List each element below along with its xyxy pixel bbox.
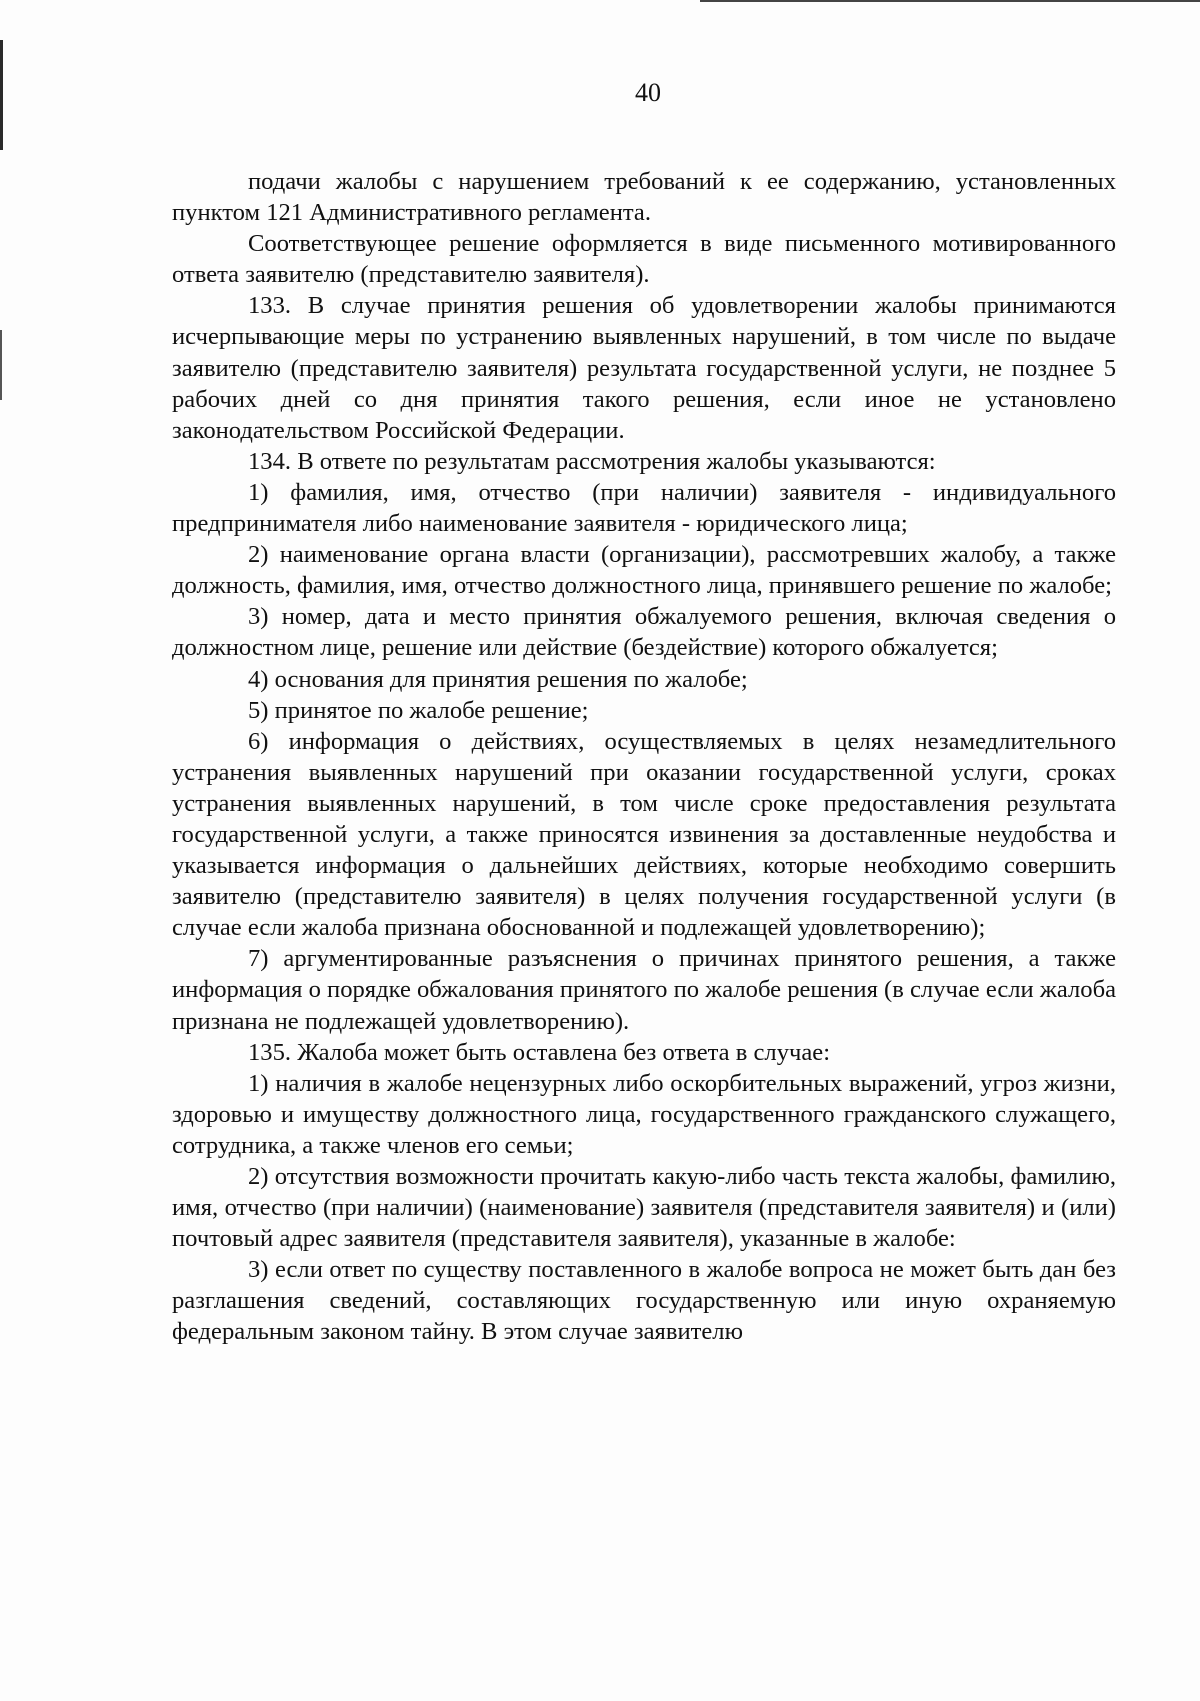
document-body bbox=[172, 166, 1116, 1348]
paragraph: 134. В ответе по результатам рассмотрения жалобы указываются: bbox=[248, 447, 936, 475]
paragraph: 1) фамилия, имя, отчество (при наличии) заявителя - индивидуального предпринимателя либо наименование заявителя - юридического лица; bbox=[172, 478, 1116, 538]
paragraph: Соответствующее решение оформляется в виде письменного мотивированного ответа заявителю (представителю заявителя). bbox=[172, 230, 1116, 289]
paragraph: 7) аргументированные разъяснения о причинах принятого решения, а также информация о порядке обжалования принятого по жалобе решения (в случае если жалоба признана не подлежащей удовлетворению). bbox=[172, 945, 1116, 1035]
paragraph: 2) наименование органа власти (организации), рассмотревших жалобу, а также должность, фамилия, имя, отчество должностного лица, принявшего решение по жалобе; bbox=[172, 541, 1116, 600]
page-number: 40 bbox=[635, 78, 661, 107]
paragraph: 133. В случае принятия решения об удовлетворении жалобы принимаются исчерпывающие меры по устранению выявленных нарушений, в том числе по выдаче заявителю (представителю заявителя) результата государственной услуги, не позднее 5 рабочих дней со дня принятия такого решения, если иное не установлено законодательством Российской Федерации. bbox=[172, 292, 1116, 444]
paragraph: 3) если ответ по существу поставленного в жалобе вопроса не может быть дан без разглашения сведений, составляющих государственную или иную охраняемую федеральным законом тайну. В этом случае заявителю bbox=[172, 1256, 1116, 1346]
paragraph: подачи жалобы с нарушением требований к ее содержанию, установленных пунктом 121 Административного регламента. bbox=[172, 168, 1116, 227]
paragraph: 6) информация о действиях, осуществляемых в целях незамедлительного устранения выявленных нарушений при оказании государственной услуги, сроках устранения выявленных нарушений, в том числе сроке предоставления результата государственной услуги, а также приносятся извинения за доставленные неудобства и указывается информация о дальнейших действиях, которые необходимо совершить заявителю (представителю заявителя) в целях получения государственной услуги (в случае если жалоба признана обоснованной и подлежащей удовлетворению); bbox=[172, 727, 1116, 942]
scan-top-rule bbox=[700, 0, 1200, 2]
paragraph: 5) принятое по жалобе решение; bbox=[248, 696, 589, 724]
paragraph: 4) основания для принятия решения по жалобе; bbox=[248, 665, 748, 693]
paragraph: 2) отсутствия возможности прочитать какую-либо часть текста жалобы, фамилию, имя, отчество (при наличии) (наименование) заявителя (представителя заявителя) и (или) почтовый адрес заявителя (представителя заявителя), указанные в жалобе: bbox=[172, 1163, 1116, 1253]
paragraph: 3) номер, дата и место принятия обжалуемого решения, включая сведения о должностном лице, решение или действие (бездействие) которого обжалуется; bbox=[172, 603, 1116, 662]
paragraph: 1) наличия в жалобе нецензурных либо оскорбительных выражений, угроз жизни, здоровью и имуществу должностного лица, государственного гражданского служащего, сотрудника, а также членов его семьи; bbox=[172, 1069, 1116, 1159]
paragraph: 135. Жалоба может быть оставлена без ответа в случае: bbox=[248, 1038, 831, 1066]
scan-edge-mark bbox=[0, 330, 2, 400]
